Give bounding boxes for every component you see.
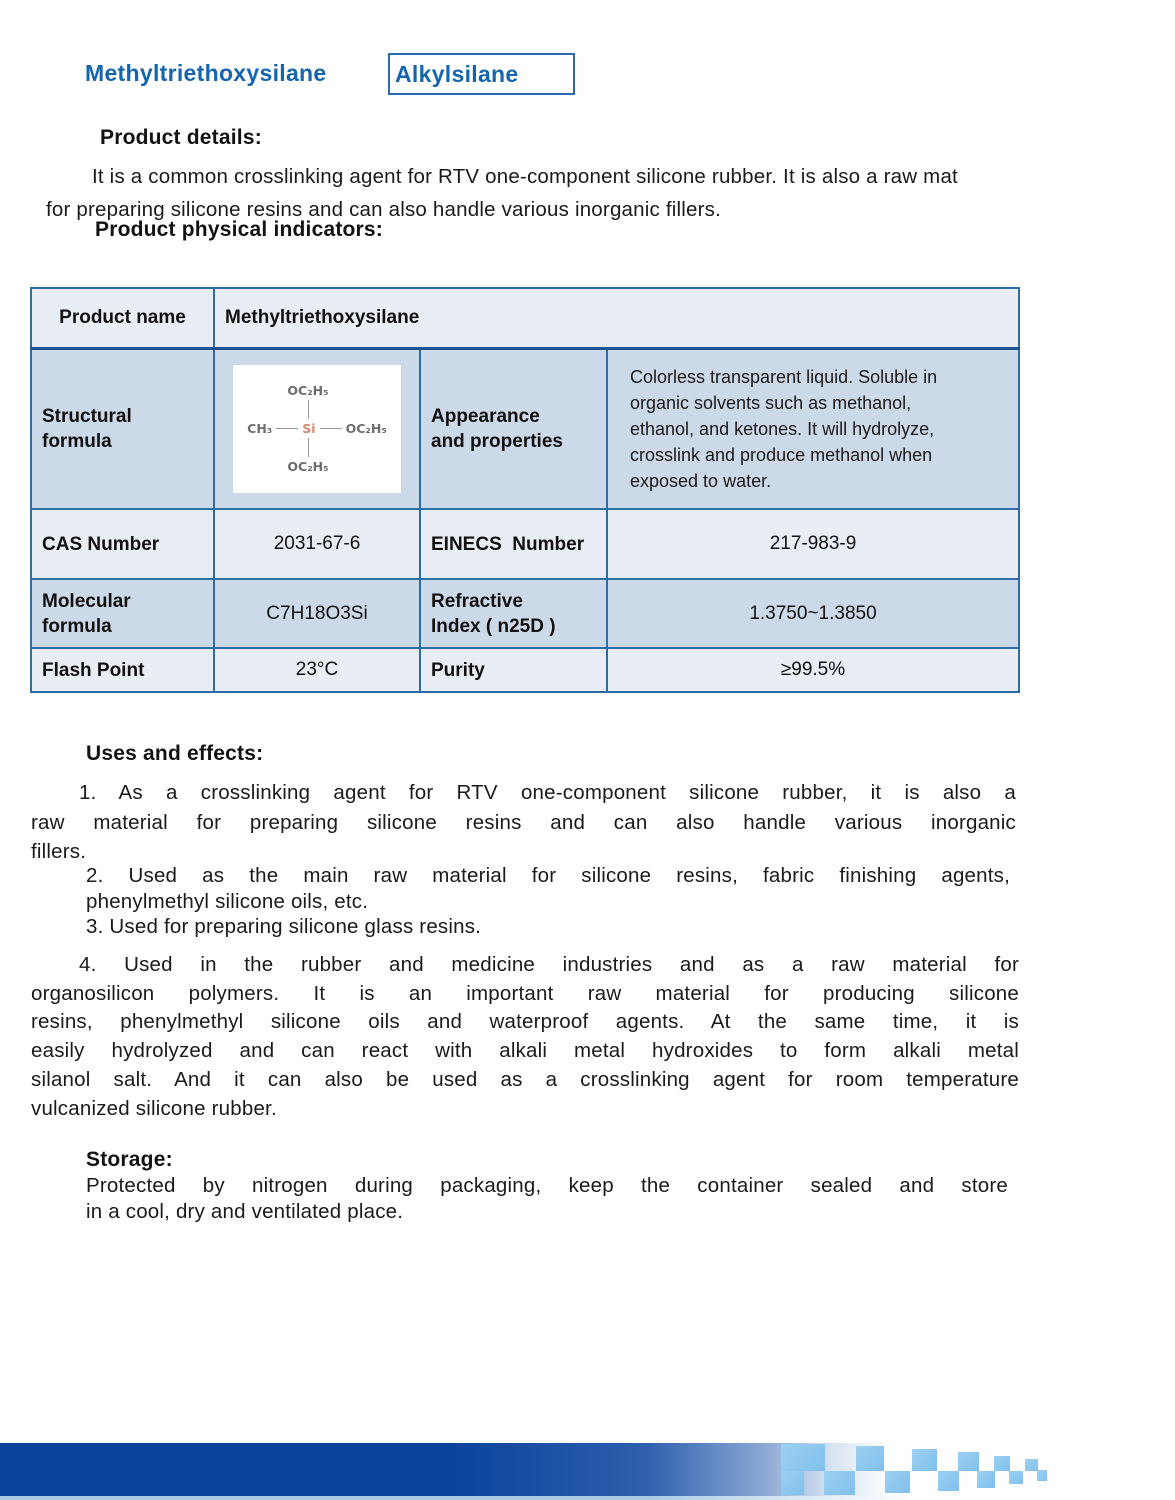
- details-paragraph: It is a common crosslinking agent for RTV one-component silicone rubber. It is also a raw mat for preparing silicone resins and can also handle various inorganic fillers.: [46, 165, 958, 221]
- molecular-value: C7H18O3Si: [214, 579, 420, 648]
- refractive-label: Refractive Index ( n25D ): [420, 579, 607, 648]
- decor-square: [1009, 1471, 1023, 1484]
- purity-value: ≥99.5%: [607, 648, 1019, 692]
- decor-square: [994, 1456, 1010, 1471]
- purity-label: Purity: [420, 648, 607, 692]
- formula-bond-horizontal: [276, 428, 298, 429]
- formula-ethoxy-top: OC₂H₅: [287, 383, 329, 399]
- details-heading: Product details:: [100, 126, 262, 149]
- formula-ethoxy-bottom: OC₂H₅: [287, 459, 329, 475]
- table-row: [31, 348, 1019, 509]
- decor-square: [781, 1444, 825, 1471]
- table-row: [31, 579, 1019, 648]
- refractive-value: 1.3750~1.3850: [607, 579, 1019, 648]
- formula-ethoxy-right: OC₂H₅: [345, 421, 387, 437]
- footer-accent-line: [0, 1496, 1175, 1500]
- decor-square: [912, 1449, 937, 1471]
- uses-heading: Uses and effects:: [86, 742, 264, 765]
- uses-paragraph-3: 3. Used for preparing silicone glass resins.: [86, 915, 482, 938]
- decor-square: [824, 1471, 855, 1495]
- decor-square: [781, 1471, 804, 1495]
- decor-square: [958, 1452, 979, 1471]
- appearance-label: Appearance and properties: [420, 348, 607, 509]
- molecular-label: Molecular formula: [31, 579, 214, 648]
- category-button[interactable]: [388, 53, 575, 95]
- structural-formula-label: Structural formula: [31, 348, 214, 509]
- flash-label: Flash Point: [31, 648, 214, 692]
- uses-paragraph-1: 1. As a crosslinking agent for RTV one-component silicone rubber, it is also a raw material for preparing silicone resins and can also handle various inorganic fillers.: [31, 781, 1016, 863]
- uses-paragraph-2: 2. Used as the main raw material for silicone resins, fabric finishing agents, phenylmethyl silicone oils, etc.: [86, 864, 1010, 913]
- page-title: Methyltriethoxysilane: [85, 60, 327, 86]
- formula-bond-vertical: [308, 438, 309, 457]
- decor-square: [1037, 1470, 1047, 1481]
- decor-square: [856, 1446, 884, 1471]
- appearance-description: Colorless transparent liquid. Soluble in organic solvents such as methanol, ethanol, and ketones. It will hydrolyze, crosslink and produce methanol when exposed to water.: [630, 366, 938, 491]
- indicators-heading: Product physical indicators:: [95, 218, 383, 241]
- storage-paragraph: Protected by nitrogen during packaging, keep the container sealed and store in a cool, dry and ventilated place.: [86, 1174, 1008, 1223]
- formula-bond-horizontal: [320, 428, 342, 429]
- cas-label: CAS Number: [31, 509, 214, 579]
- formula-methyl: CH₃: [247, 421, 273, 437]
- uses-paragraph-4: 4. Used in the rubber and medicine industries and as a raw material for organosilicon polymers. It is an important raw material for producing silicone resins, phenylmethyl silicone oils and waterproof agents. At the same time, it is easily hydrolyzed and can react with alkali metal hydroxides to form alkali metal silanol salt. And it can also be used as a crosslinking agent for room temperature vulcanized silicone rubber.: [31, 953, 1019, 1120]
- category-label: Alkylsilane: [395, 60, 519, 87]
- einecs-value: 217-983-9: [607, 509, 1019, 579]
- spec-table: [30, 287, 1020, 693]
- formula-silicon: Si: [302, 421, 316, 437]
- formula-bond-vertical: [308, 400, 309, 419]
- einecs-label: EINECS Number: [420, 509, 607, 579]
- product-name-label: Product name: [31, 288, 214, 348]
- decor-square: [977, 1471, 995, 1488]
- table-row: [31, 509, 1019, 579]
- decor-square: [885, 1471, 910, 1493]
- table-row: [31, 288, 1019, 348]
- decor-square: [938, 1471, 959, 1491]
- structural-formula-image: [233, 365, 401, 493]
- product-name-value: Methyltriethoxysilane: [214, 288, 1019, 348]
- storage-heading: Storage:: [86, 1148, 173, 1171]
- flash-value: 23°C: [214, 648, 420, 692]
- cas-value: 2031-67-6: [214, 509, 420, 579]
- table-row: [31, 648, 1019, 692]
